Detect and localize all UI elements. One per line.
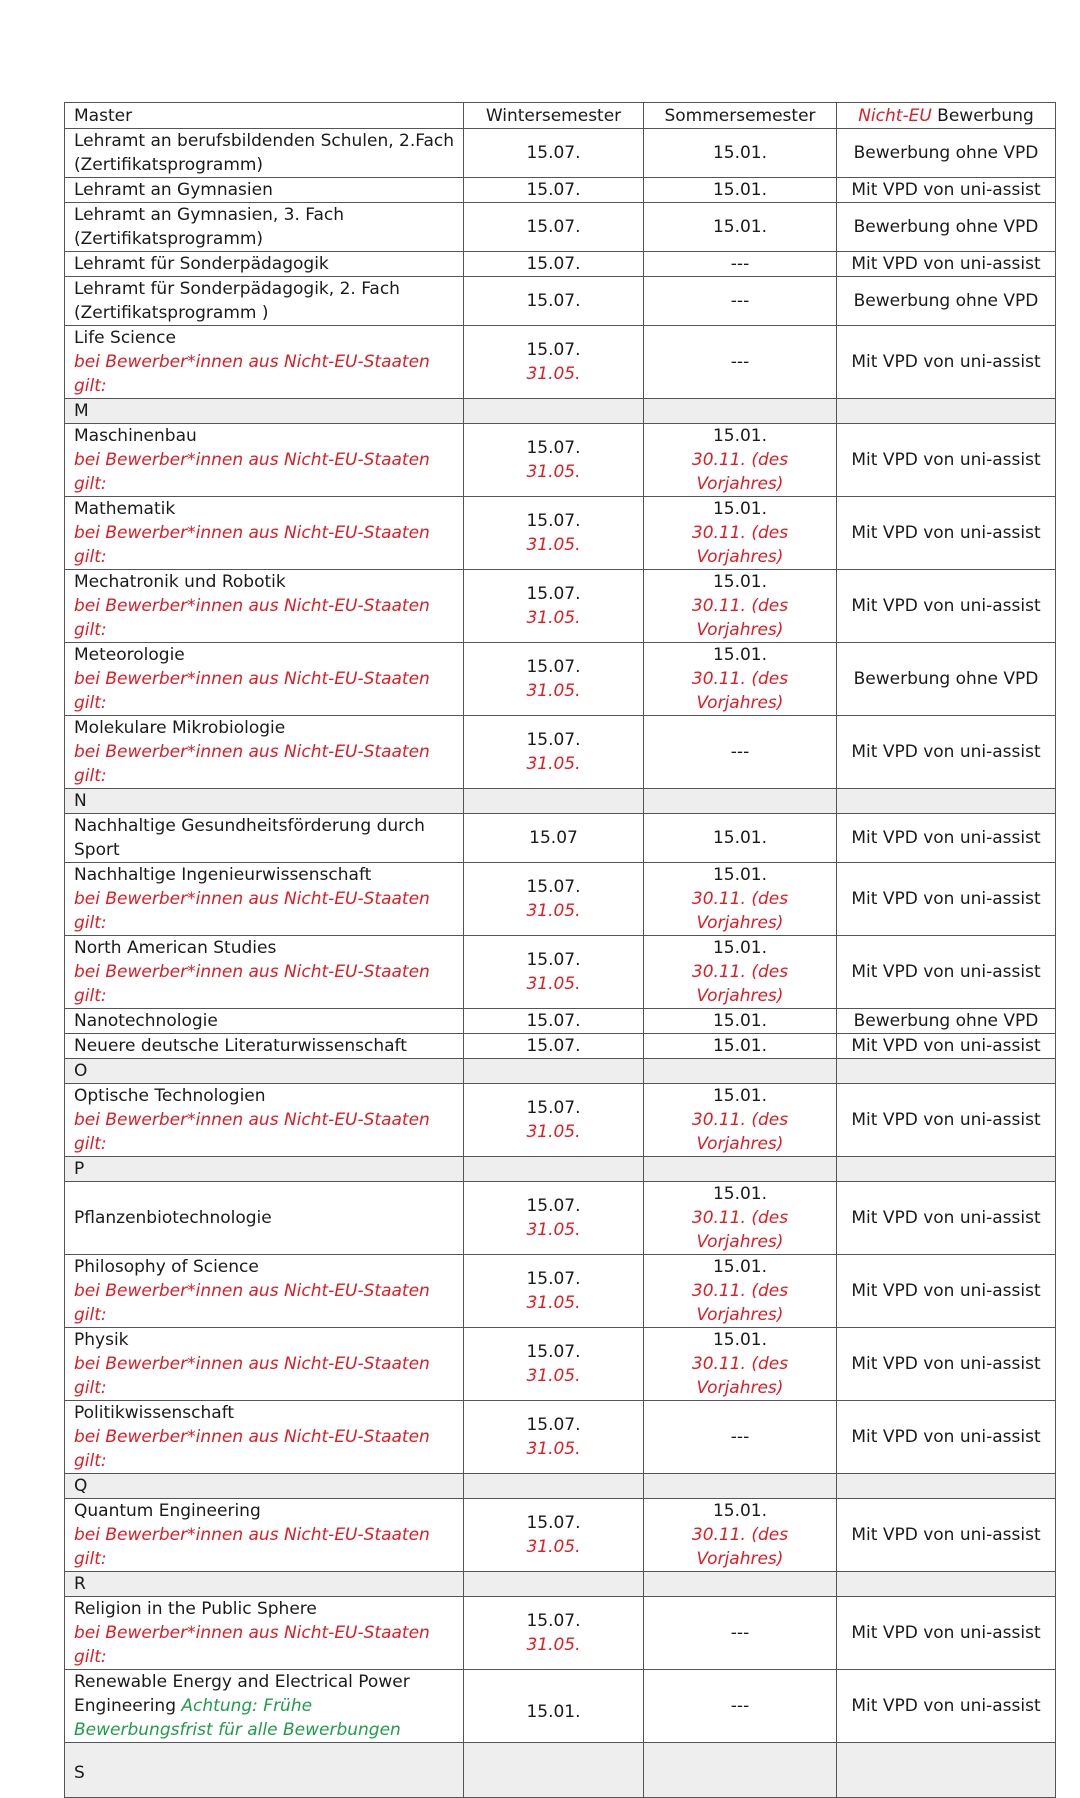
sommersemester-cell (644, 643, 837, 716)
sommersemester-cell (644, 1401, 837, 1474)
winter-deadline: 15.07. (526, 877, 581, 897)
summer-deadline: 15.01. (712, 828, 768, 848)
summer-deadline: 15.01. (712, 1011, 768, 1031)
empty-cell (837, 1474, 1056, 1499)
table-row (65, 1328, 1056, 1401)
winter-deadline: 15.07. (526, 1269, 581, 1289)
summer-deadline-non-eu: 30.11. (des Vorjahres) (691, 450, 789, 494)
non-eu-note: bei Bewerber*innen aus Nicht-EU-Staaten gilt: (74, 1110, 430, 1154)
sommersemester-cell (644, 1084, 837, 1157)
program-name-line2 (74, 227, 454, 251)
program-cell (65, 252, 464, 277)
winter-deadline: 15.07. (526, 291, 581, 311)
winter-deadline: 15.07. (526, 1513, 581, 1533)
empty-cell (464, 1474, 644, 1499)
sommersemester-cell (644, 1182, 837, 1255)
nicht-eu-bewerbung-cell: Mit VPD von uni-assist (837, 497, 1056, 570)
non-eu-note: bei Bewerber*innen aus Nicht-EU-Staaten gilt: (74, 596, 430, 640)
nicht-eu-bewerbung-cell: Bewerbung ohne VPD (837, 203, 1056, 252)
table-row (65, 424, 1056, 497)
table-row (65, 252, 1056, 277)
program-cell (65, 203, 464, 252)
table-row (65, 203, 1056, 252)
table-row (65, 863, 1056, 936)
sommersemester-cell (644, 936, 837, 1009)
nicht-eu-bewerbung-cell: Mit VPD von uni-assist (837, 936, 1056, 1009)
sommersemester-cell (644, 863, 837, 936)
table-row (65, 1182, 1056, 1255)
nicht-eu-bewerbung-cell: Bewerbung ohne VPD (837, 1009, 1056, 1034)
nicht-eu-bewerbung-cell: Mit VPD von uni-assist (837, 1255, 1056, 1328)
sommersemester-cell (644, 1328, 837, 1401)
wintersemester-cell (464, 203, 644, 252)
winter-deadline-non-eu: 31.05. (526, 462, 581, 482)
winter-deadline-non-eu: 31.05. (526, 974, 581, 994)
table-row (65, 1009, 1056, 1034)
winter-deadline: 15.07. (526, 584, 581, 604)
winter-deadline: 15.07. (526, 438, 581, 458)
winter-deadline-non-eu: 31.05. (526, 1537, 581, 1557)
program-cell (65, 936, 464, 1009)
table-row (65, 1670, 1056, 1743)
winter-deadline-non-eu: 31.05. (526, 681, 581, 701)
program-cell (65, 1084, 464, 1157)
summer-deadline: 15.01. (712, 217, 768, 237)
winter-deadline: 15.07. (526, 340, 581, 360)
table-row (65, 1034, 1056, 1059)
summer-deadline: --- (730, 291, 750, 311)
sommersemester-cell (644, 1670, 837, 1743)
program-name: Neuere deutsche Literaturwissenschaft (74, 1036, 407, 1056)
summer-deadline: 15.01. (712, 865, 768, 885)
summer-deadline: --- (730, 352, 750, 372)
summer-deadline-non-eu: 30.11. (des Vorjahres) (691, 596, 789, 640)
program-name: Religion in the Public Sphere (74, 1599, 317, 1619)
non-eu-note: bei Bewerber*innen aus Nicht-EU-Staaten gilt: (74, 450, 430, 494)
wintersemester-cell (464, 863, 644, 936)
winter-deadline: 15.07. (526, 657, 581, 677)
empty-cell (464, 399, 644, 424)
letter-section-row (65, 1743, 1056, 1798)
empty-cell (644, 1474, 837, 1499)
program-name-cont: (Zertifikatsprogramm) (74, 155, 264, 175)
winter-deadline: 15.07 (529, 828, 578, 848)
nicht-eu-bewerbung-cell: Bewerbung ohne VPD (837, 643, 1056, 716)
nicht-eu-bewerbung-cell: Mit VPD von uni-assist (837, 1597, 1056, 1670)
summer-deadline: 15.01. (712, 1501, 768, 1521)
program-cell (65, 1034, 464, 1059)
program-name-line2 (74, 301, 454, 325)
empty-cell (644, 789, 837, 814)
header-nicht-eu-prefix: Nicht-EU (858, 105, 932, 126)
empty-cell (644, 1743, 837, 1798)
nicht-eu-bewerbung-cell: Mit VPD von uni-assist (837, 716, 1056, 789)
table-row (65, 570, 1056, 643)
winter-deadline: 15.07. (526, 1098, 581, 1118)
summer-deadline-non-eu: 30.11. (des Vorjahres) (691, 669, 789, 713)
wintersemester-cell (464, 252, 644, 277)
table-row (65, 1084, 1056, 1157)
nicht-eu-bewerbung-cell: Bewerbung ohne VPD (837, 277, 1056, 326)
program-name-cont: (Zertifikatsprogramm ) (74, 303, 269, 323)
program-cell (65, 1401, 464, 1474)
program-name: Lehramt an berufsbildenden Schulen, 2.Fach (74, 131, 455, 151)
summer-deadline: 15.01. (712, 180, 768, 200)
section-letter: Q (65, 1474, 464, 1499)
wintersemester-cell (464, 716, 644, 789)
winter-deadline-non-eu: 31.05. (526, 535, 581, 555)
summer-deadline: --- (730, 1427, 750, 1447)
nicht-eu-bewerbung-cell: Mit VPD von uni-assist (837, 1670, 1056, 1743)
program-name: Lehramt an Gymnasien, 3. Fach (74, 205, 345, 225)
program-cell (65, 277, 464, 326)
program-name: Lehramt für Sonderpädagogik (74, 254, 329, 274)
empty-cell (464, 1157, 644, 1182)
empty-cell (644, 1157, 837, 1182)
winter-deadline-non-eu: 31.05. (526, 1635, 581, 1655)
winter-deadline-non-eu: 31.05. (526, 1122, 581, 1142)
summer-deadline-non-eu: 30.11. (des Vorjahres) (691, 1281, 789, 1325)
sommersemester-cell (644, 129, 837, 178)
program-cell (65, 863, 464, 936)
wintersemester-cell (464, 1009, 644, 1034)
section-letter: N (65, 789, 464, 814)
sommersemester-cell (644, 716, 837, 789)
header-nicht-eu-suffix: Bewerbung (937, 105, 1034, 126)
non-eu-note: bei Bewerber*innen aus Nicht-EU-Staaten gilt: (74, 962, 430, 1006)
program-cell (65, 497, 464, 570)
empty-cell (837, 399, 1056, 424)
sommersemester-cell (644, 277, 837, 326)
winter-deadline-non-eu: 31.05. (526, 901, 581, 921)
program-name: Molekulare Mikrobiologie (74, 718, 286, 738)
winter-deadline: 15.07. (526, 511, 581, 531)
letter-section-row (65, 399, 1056, 424)
winter-deadline: 15.07. (526, 1011, 581, 1031)
header-master: Master (65, 103, 464, 129)
program-name: Nachhaltige Gesundheitsförderung durch Sport (74, 816, 425, 860)
summer-deadline-non-eu: 30.11. (des Vorjahres) (691, 523, 789, 567)
section-letter: M (65, 399, 464, 424)
winter-deadline-non-eu: 31.05. (526, 608, 581, 628)
empty-cell (464, 1572, 644, 1597)
nicht-eu-bewerbung-cell: Mit VPD von uni-assist (837, 1328, 1056, 1401)
nicht-eu-bewerbung-cell: Mit VPD von uni-assist (837, 326, 1056, 399)
program-cell (65, 1255, 464, 1328)
winter-deadline: 15.07. (526, 180, 581, 200)
wintersemester-cell (464, 1084, 644, 1157)
wintersemester-cell (464, 1328, 644, 1401)
winter-deadline: 15.07. (526, 254, 581, 274)
winter-deadline: 15.07. (526, 1342, 581, 1362)
wintersemester-cell (464, 424, 644, 497)
program-name: Maschinenbau (74, 426, 197, 446)
early-deadline-note: Achtung: Frühe Bewerbungsfrist für alle Bewerbungen (74, 1696, 401, 1740)
program-cell (65, 424, 464, 497)
program-cell (65, 1328, 464, 1401)
letter-section-row (65, 1157, 1056, 1182)
program-cell (65, 129, 464, 178)
program-name: Lehramt an Gymnasien (74, 180, 273, 200)
program-cell (65, 326, 464, 399)
summer-deadline: 15.01. (712, 1330, 768, 1350)
section-letter: S (65, 1743, 464, 1798)
sommersemester-cell (644, 424, 837, 497)
table-row (65, 643, 1056, 716)
section-letter: P (65, 1157, 464, 1182)
table-row (65, 1255, 1056, 1328)
non-eu-note: bei Bewerber*innen aus Nicht-EU-Staaten gilt: (74, 1281, 430, 1325)
sommersemester-cell (644, 326, 837, 399)
program-cell (65, 716, 464, 789)
winter-deadline: 15.01. (526, 1701, 581, 1722)
non-eu-note: bei Bewerber*innen aus Nicht-EU-Staaten gilt: (74, 1354, 430, 1398)
winter-deadline: 15.07. (526, 1196, 581, 1216)
table-header-row (65, 103, 1056, 129)
wintersemester-cell (464, 1401, 644, 1474)
wintersemester-cell (464, 1182, 644, 1255)
winter-deadline: 15.07. (526, 1415, 581, 1435)
wintersemester-cell (464, 1255, 644, 1328)
header-sommersemester: Sommersemester (644, 103, 837, 129)
non-eu-note: bei Bewerber*innen aus Nicht-EU-Staaten gilt: (74, 1525, 430, 1569)
program-cell (65, 643, 464, 716)
program-cell (65, 178, 464, 203)
empty-cell (837, 1157, 1056, 1182)
table-row (65, 1499, 1056, 1572)
section-letter: O (65, 1059, 464, 1084)
letter-section-row (65, 1059, 1056, 1084)
program-name: Meteorologie (74, 645, 185, 665)
summer-deadline: 15.01. (712, 1086, 768, 1106)
table-row (65, 716, 1056, 789)
wintersemester-cell (464, 1499, 644, 1572)
summer-deadline: --- (730, 1696, 750, 1716)
program-name: Pflanzenbiotechnologie (74, 1208, 272, 1228)
summer-deadline-non-eu: 30.11. (des Vorjahres) (691, 1208, 789, 1252)
program-name: Nachhaltige Ingenieurwissenschaft (74, 865, 372, 885)
winter-deadline-non-eu: 31.05. (526, 754, 581, 774)
program-name: Politikwissenschaft (74, 1403, 235, 1423)
deadline-table (64, 102, 1056, 1798)
table-row (65, 178, 1056, 203)
program-name: Optische Technologien (74, 1086, 266, 1106)
program-cell (65, 1009, 464, 1034)
sommersemester-cell (644, 1499, 837, 1572)
sommersemester-cell (644, 814, 837, 863)
program-cell (65, 1597, 464, 1670)
letter-section-row (65, 1474, 1056, 1499)
winter-deadline: 15.07. (526, 950, 581, 970)
winter-deadline: 15.07. (526, 1611, 581, 1631)
non-eu-note: bei Bewerber*innen aus Nicht-EU-Staaten gilt: (74, 889, 430, 933)
summer-deadline: 15.01. (712, 426, 768, 446)
empty-cell (644, 1572, 837, 1597)
program-name: Physik (74, 1330, 129, 1350)
program-name-cont: (Zertifikatsprogramm) (74, 229, 264, 249)
sommersemester-cell (644, 497, 837, 570)
sommersemester-cell (644, 203, 837, 252)
empty-cell (837, 1059, 1056, 1084)
summer-deadline-non-eu: 30.11. (des Vorjahres) (691, 1110, 789, 1154)
table-row (65, 814, 1056, 863)
winter-deadline: 15.07. (526, 730, 581, 750)
summer-deadline: 15.01. (712, 1036, 768, 1056)
summer-deadline: 15.01. (712, 499, 768, 519)
program-name: Philosophy of Science (74, 1257, 259, 1277)
program-cell (65, 570, 464, 643)
winter-deadline: 15.07. (526, 143, 581, 163)
empty-cell (837, 1572, 1056, 1597)
non-eu-note: bei Bewerber*innen aus Nicht-EU-Staaten gilt: (74, 523, 430, 567)
wintersemester-cell (464, 497, 644, 570)
letter-section-row (65, 789, 1056, 814)
summer-deadline: 15.01. (712, 1184, 768, 1204)
summer-deadline: 15.01. (712, 1257, 768, 1277)
sommersemester-cell (644, 178, 837, 203)
program-name: Life Science (74, 328, 176, 348)
non-eu-note: bei Bewerber*innen aus Nicht-EU-Staaten gilt: (74, 669, 430, 713)
header-wintersemester: Wintersemester (464, 103, 644, 129)
table-row (65, 1401, 1056, 1474)
winter-deadline-non-eu: 31.05. (526, 1366, 581, 1386)
table-row (65, 277, 1056, 326)
empty-cell (644, 399, 837, 424)
summer-deadline: 15.01. (712, 572, 768, 592)
summer-deadline: --- (730, 254, 750, 274)
table-row (65, 936, 1056, 1009)
summer-deadline-non-eu: 30.11. (des Vorjahres) (691, 1354, 789, 1398)
nicht-eu-bewerbung-cell: Mit VPD von uni-assist (837, 1182, 1056, 1255)
wintersemester-cell (464, 643, 644, 716)
table-row (65, 129, 1056, 178)
empty-cell (837, 789, 1056, 814)
program-name: Nanotechnologie (74, 1011, 218, 1031)
empty-cell (644, 1059, 837, 1084)
empty-cell (464, 1059, 644, 1084)
program-name-cont: Engineering (74, 1696, 176, 1716)
nicht-eu-bewerbung-cell: Mit VPD von uni-assist (837, 1084, 1056, 1157)
nicht-eu-bewerbung-cell: Mit VPD von uni-assist (837, 570, 1056, 643)
nicht-eu-bewerbung-cell: Mit VPD von uni-assist (837, 252, 1056, 277)
sommersemester-cell (644, 1009, 837, 1034)
program-name: Renewable Energy and Electrical Power (74, 1672, 410, 1692)
program-name-line2 (74, 153, 454, 177)
nicht-eu-bewerbung-cell: Mit VPD von uni-assist (837, 1401, 1056, 1474)
wintersemester-cell (464, 326, 644, 399)
program-cell (65, 1499, 464, 1572)
wintersemester-cell (464, 814, 644, 863)
nicht-eu-bewerbung-cell: Bewerbung ohne VPD (837, 129, 1056, 178)
summer-deadline: 15.01. (712, 645, 768, 665)
summer-deadline: --- (730, 742, 750, 762)
table-row (65, 326, 1056, 399)
sommersemester-cell (644, 252, 837, 277)
sommersemester-cell (644, 1034, 837, 1059)
table-row (65, 497, 1056, 570)
nicht-eu-bewerbung-cell: Mit VPD von uni-assist (837, 424, 1056, 497)
empty-cell (837, 1743, 1056, 1798)
summer-deadline-non-eu: 30.11. (des Vorjahres) (691, 889, 789, 933)
winter-deadline-non-eu: 31.05. (526, 1220, 581, 1240)
summer-deadline: --- (730, 1623, 750, 1643)
sommersemester-cell (644, 1255, 837, 1328)
winter-deadline-non-eu: 31.05. (526, 1293, 581, 1313)
winter-deadline: 15.07. (526, 217, 581, 237)
wintersemester-cell (464, 1597, 644, 1670)
program-name: Mathematik (74, 499, 176, 519)
empty-cell (464, 789, 644, 814)
program-cell (65, 1182, 464, 1255)
non-eu-note: bei Bewerber*innen aus Nicht-EU-Staaten gilt: (74, 1427, 430, 1471)
summer-deadline: 15.01. (712, 143, 768, 163)
header-nicht-eu-bewerbung (837, 103, 1056, 129)
program-name: Lehramt für Sonderpädagogik, 2. Fach (74, 279, 400, 299)
empty-cell (464, 1743, 644, 1798)
nicht-eu-bewerbung-cell: Mit VPD von uni-assist (837, 1034, 1056, 1059)
non-eu-note: bei Bewerber*innen aus Nicht-EU-Staaten gilt: (74, 1623, 430, 1667)
program-cell (65, 1670, 464, 1743)
summer-deadline-non-eu: 30.11. (des Vorjahres) (691, 962, 789, 1006)
non-eu-note: bei Bewerber*innen aus Nicht-EU-Staaten gilt: (74, 352, 430, 396)
program-name: Quantum Engineering (74, 1501, 261, 1521)
non-eu-note: bei Bewerber*innen aus Nicht-EU-Staaten gilt: (74, 742, 430, 786)
wintersemester-cell (464, 178, 644, 203)
summer-deadline-non-eu: 30.11. (des Vorjahres) (691, 1525, 789, 1569)
wintersemester-cell (464, 936, 644, 1009)
winter-deadline-non-eu: 31.05. (526, 1439, 581, 1459)
summer-deadline: 15.01. (712, 938, 768, 958)
wintersemester-cell (464, 277, 644, 326)
table-row (65, 1597, 1056, 1670)
winter-deadline-non-eu: 31.05. (526, 364, 581, 384)
sommersemester-cell (644, 1597, 837, 1670)
nicht-eu-bewerbung-cell: Mit VPD von uni-assist (837, 178, 1056, 203)
nicht-eu-bewerbung-cell: Mit VPD von uni-assist (837, 863, 1056, 936)
program-name: Mechatronik und Robotik (74, 572, 286, 592)
program-name: North American Studies (74, 938, 277, 958)
wintersemester-cell (464, 129, 644, 178)
nicht-eu-bewerbung-cell: Mit VPD von uni-assist (837, 1499, 1056, 1572)
wintersemester-cell (464, 1034, 644, 1059)
wintersemester-cell (464, 1670, 644, 1743)
program-cell (65, 814, 464, 863)
winter-deadline: 15.07. (526, 1036, 581, 1056)
nicht-eu-bewerbung-cell: Mit VPD von uni-assist (837, 814, 1056, 863)
letter-section-row (65, 1572, 1056, 1597)
program-name-line2 (74, 1694, 454, 1742)
sommersemester-cell (644, 570, 837, 643)
wintersemester-cell (464, 570, 644, 643)
section-letter: R (65, 1572, 464, 1597)
